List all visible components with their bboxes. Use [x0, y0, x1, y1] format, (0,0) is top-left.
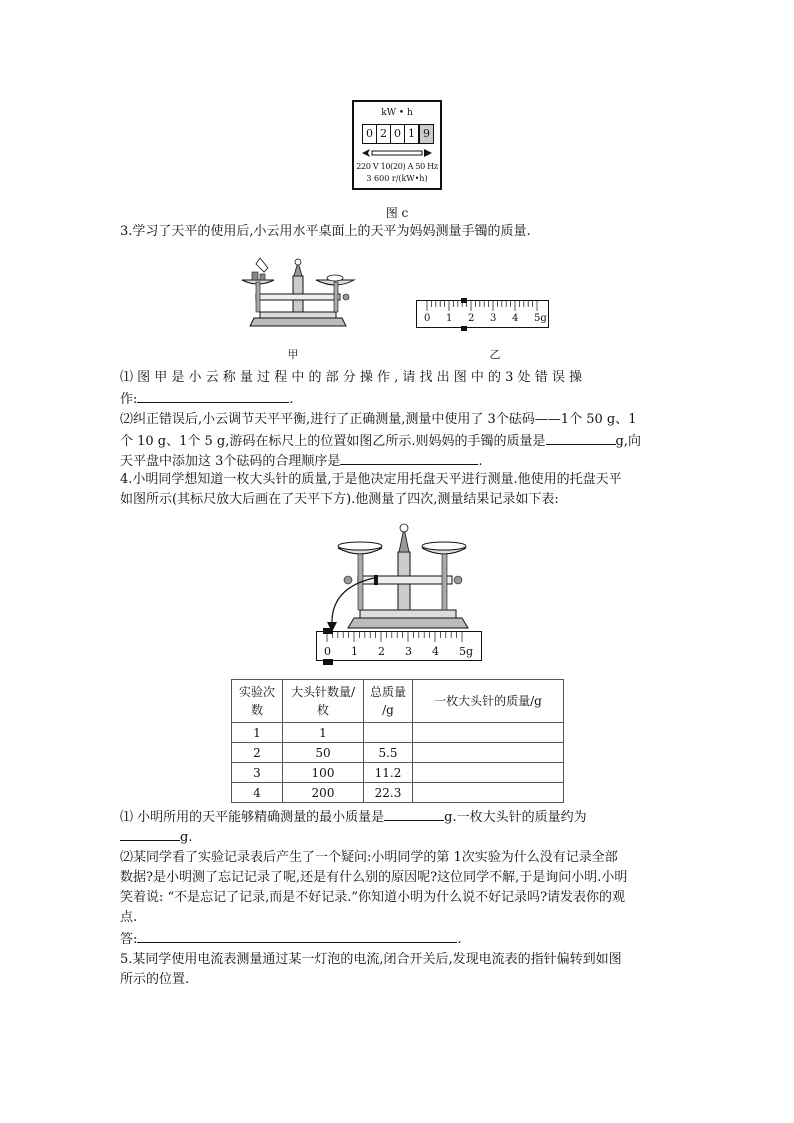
electric-meter-figure: [352, 100, 442, 190]
q4-answer-line: [120, 928, 462, 950]
table-cell: 100: [283, 763, 364, 783]
table-cell: 11.2: [364, 763, 413, 783]
table-row: [232, 783, 564, 803]
table-cell: [413, 763, 564, 783]
table-cell: [413, 783, 564, 803]
table-cell: 2: [232, 743, 283, 763]
rider-marker-large-icon: [323, 628, 333, 634]
q3-order-answer-blank[interactable]: [340, 450, 478, 465]
table-header-unit-mass: 一枚大头针的质量/g: [413, 680, 564, 723]
q4-part2-line4: 点.: [120, 910, 138, 925]
q3-mass-answer-blank[interactable]: [546, 430, 616, 445]
q5-line1: 5.某同学使用电流表测量通过某一灯泡的电流,闭合开关后,发现电流表的指针偏转到如图: [120, 952, 622, 967]
q3-part2-prefix: 个 10 g、1个 5 g,游码在标尺上的位置如图乙所示.则妈妈的手镯的质量是: [120, 434, 546, 449]
q4-answer-prefix: 答:: [120, 932, 138, 947]
ruler-label: 3: [490, 313, 497, 324]
figure-caption-c: 图 c: [385, 206, 409, 220]
figure-caption-jia: 甲: [287, 348, 299, 361]
ruler-label: 4: [432, 645, 439, 658]
table-cell: 3: [232, 763, 283, 783]
q3-intro: 3.学习了天平的使用后,小云用水平桌面上的天平为妈妈测量手镯的质量.: [120, 224, 531, 239]
q3-part1-line2: [120, 388, 294, 410]
table-cell: [413, 743, 564, 763]
q3-part1-prefix: 作:: [120, 392, 138, 407]
balance-figure-jia: [238, 254, 358, 338]
q4-part1-suffix: g.一枚大头针的质量约为: [444, 810, 587, 825]
table-row: [232, 743, 564, 763]
meter-digit-window: [362, 124, 434, 144]
table-cell: [364, 723, 413, 743]
q3-part1-line1: ⑴ 图 甲 是 小 云 称 量 过 程 中 的 部 分 操 作 , 请 找 出 图 中 的 3 处 错 误 操: [120, 370, 582, 385]
meter-unit-label: kW • h: [381, 108, 413, 118]
table-cell: 50: [283, 743, 364, 763]
ruler-label: 4: [512, 313, 519, 324]
ruler-label: 2: [378, 645, 385, 658]
rider-marker-bottom-icon: [461, 326, 467, 331]
q4-part1-prefix: ⑴ 小明所用的天平能够精确测量的最小质量是: [120, 810, 385, 825]
q4-part1-line1: [120, 806, 587, 828]
q4-intro-line2: 如图所示(其标尺放大后画在了天平下方).他测量了四次,测量结果记录如下表:: [120, 492, 559, 507]
ruler-large-ticks: [317, 632, 483, 644]
rider-marker-icon: [461, 298, 467, 303]
ruler-label: 0: [424, 313, 431, 324]
q4-answer-blank[interactable]: [137, 928, 457, 943]
q4-answer-suffix: .: [457, 932, 462, 947]
table-header-count: 大头针数量/ 枚: [283, 680, 364, 723]
q5-line2: 所示的位置.: [120, 972, 190, 987]
q4-pin-mass-blank[interactable]: [120, 826, 180, 841]
ruler-figure-yi: [416, 300, 549, 328]
q4-part2-line3: 笑着说: “不是忘记了记录,而是不好记录.”你知道小明为什么说不好记录吗?请发表你的观: [120, 890, 626, 905]
q3-part2-line1: ⑵纠正错误后,小云调节天平平衡,进行了正确测量,测量中使用了 3个砝码——1个 50 g、1: [120, 412, 637, 427]
q3-order-prefix: 天平盘中添加这 3个砝码的合理顺序是: [120, 454, 341, 469]
table-cell: 1: [232, 723, 283, 743]
balance-figure-large: [318, 518, 484, 634]
ruler-label: 5g: [459, 645, 474, 658]
meter-digit: 1: [405, 125, 420, 143]
pin-mass-table: [231, 679, 564, 803]
meter-spec-revolutions: 3 600 r/(kW•h): [366, 174, 428, 183]
table-cell: [413, 723, 564, 743]
ruler-label: 5g: [534, 313, 547, 324]
q4-part1-line2-suffix: g.: [180, 830, 193, 845]
ruler-label: 2: [468, 313, 475, 324]
ruler-label: 1: [446, 313, 453, 324]
ruler-label: 0: [324, 645, 331, 658]
ruler-label: 3: [405, 645, 412, 658]
table-cell: 1: [283, 723, 364, 743]
q4-part2-line1: ⑵某同学看了实验记录表后产生了一个疑问:小明同学的第 1次实验为什么没有记录全部: [120, 850, 618, 865]
table-cell: 5.5: [364, 743, 413, 763]
q4-min-mass-blank[interactable]: [384, 806, 444, 821]
q3-part1-suffix: .: [289, 392, 294, 407]
table-cell: 22.3: [364, 783, 413, 803]
rider-marker-large-bottom-icon: [323, 659, 333, 665]
meter-rotor-arrow-icon: [360, 148, 434, 158]
ruler-figure-large: [316, 631, 482, 661]
ruler-ticks: [417, 301, 550, 313]
meter-digit: 0: [391, 125, 405, 143]
table-row: [232, 723, 564, 743]
q3-part2-suffix: g,向: [615, 434, 641, 449]
q4-part2-line2: 数据?是小明测了忘记记录了呢,还是有什么别的原因呢?这位同学不解,于是询问小明.小明: [120, 870, 628, 885]
table-header-total-mass: 总质量 /g: [364, 680, 413, 723]
q3-order-suffix: .: [478, 454, 483, 469]
table-cell: 200: [283, 783, 364, 803]
q4-intro-line1: 4.小明同学想知道一枚大头针的质量,于是他决定用托盘天平进行测量.他使用的托盘天平: [120, 472, 622, 487]
q3-part1-answer-blank[interactable]: [137, 388, 289, 403]
table-cell: 4: [232, 783, 283, 803]
meter-digit-decimal: 9: [420, 125, 433, 143]
ruler-label: 1: [351, 645, 358, 658]
q3-part2-line2: [120, 430, 641, 452]
meter-digit: 2: [377, 125, 391, 143]
table-row: [232, 763, 564, 783]
meter-digit: 0: [363, 125, 377, 143]
meter-spec-rating: 220 V 10(20) A 50 Hz: [356, 162, 438, 171]
q3-part2-line3: [120, 450, 483, 472]
figure-caption-yi: 乙: [489, 348, 501, 361]
table-header-trial: 实验次 数: [232, 680, 283, 723]
q4-part1-line2: [120, 826, 192, 848]
